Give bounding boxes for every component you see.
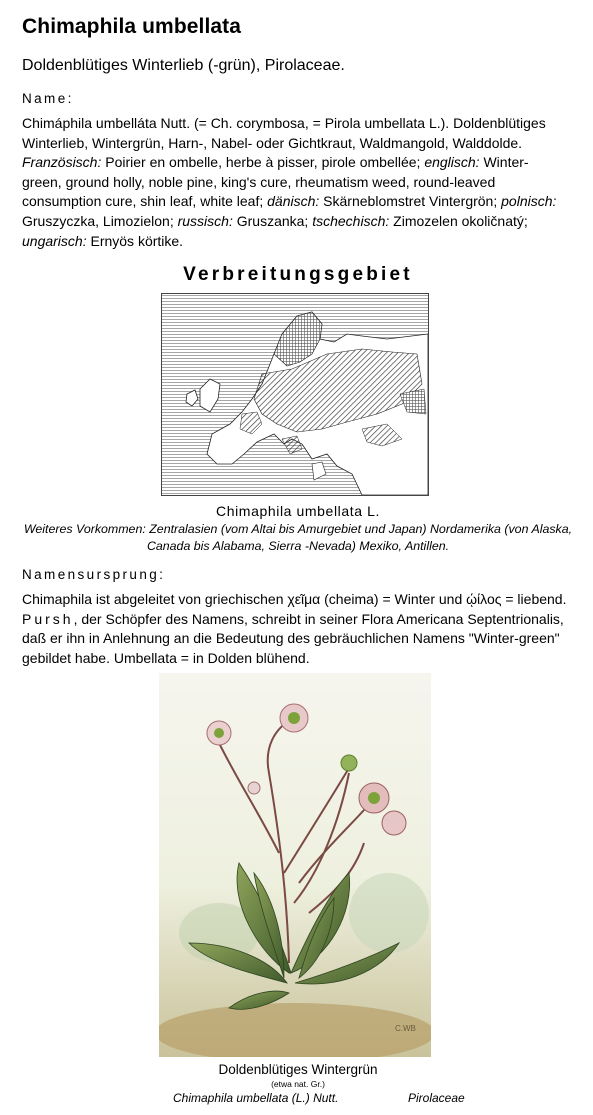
artist-signature: C.WB <box>395 1024 416 1033</box>
distribution-heading: Verbreitungsgebiet <box>183 264 413 285</box>
origin-section-label: Namensursprung: <box>22 567 166 582</box>
name-section-label: Name: <box>22 91 74 106</box>
distribution-map <box>161 293 429 496</box>
danish-names: Skärneblomstret Vintergrön; <box>319 193 502 210</box>
author-name: Pursh <box>22 610 74 627</box>
plate-family: Pirolaceae <box>408 1091 465 1105</box>
page-subtitle: Doldenblütiges Winterlieb (-grün), Pirolaceae. <box>22 57 345 74</box>
french-names: Poirier en ombelle, herbe à pisser, pirole ombellée; <box>101 154 425 171</box>
name-section-text <box>22 114 568 251</box>
name-paragraph: Chimáphila umbelláta Nutt. (= Ch. corymbosa, = Pirola umbellata L.). Doldenblütiges Winterlieb, Wintergrün, Harn-, Nabel- oder Gichtkraut, Waldmangold, Walddolde. <box>22 115 546 151</box>
plant-illustration <box>159 673 431 1057</box>
danish-label: dänisch: <box>267 193 320 210</box>
origin-text-a: Chimaphila ist abgeleitet von griechischen χεῖμα (cheima) = Winter und ῴίλος = liebend. <box>22 591 567 607</box>
english-names: Winter-green, ground holly, noble pine, king's cure, rheumatism weed, round-leaved consumption cure, shin leaf, white leaf; <box>22 154 529 210</box>
czech-label: tschechisch: <box>312 212 390 229</box>
hungarian-label: ungarisch: <box>22 232 87 249</box>
plate-caption: Doldenblütiges Wintergrün <box>218 1062 378 1077</box>
plate-size-note: (etwa nat. Gr.) <box>271 1079 325 1089</box>
russian-names: Gruszanka; <box>232 212 313 229</box>
page-title: Chimaphila umbellata <box>22 15 242 38</box>
origin-section-text <box>22 590 568 668</box>
french-label: Französisch: <box>22 154 102 171</box>
distribution-note: Weiteres Vorkommen: Zentralasien (vom Altai bis Amurgebiet und Japan) Nordamerika (von Alaska, Canada bis Alabama, Sierra -Nevada) Mexiko, Antillen. <box>23 522 573 553</box>
english-label: englisch: <box>424 154 480 171</box>
polish-names: Gruszyczka, Limozielon; <box>22 212 178 229</box>
origin-text-b: , der Schöpfer des Namens, schreibt in seiner Flora Americana Septentrionalis, daß er ihn in Anlehnung an die Bedeutung des gebräuchlichen Namens "Winter-green" gebildet habe. Umbellata = in Dolden blühend. <box>22 610 564 666</box>
wintergreen-plant-illustration <box>159 673 431 1057</box>
russian-label: russisch: <box>177 212 233 229</box>
hungarian-names: Ernyös körtike. <box>86 232 184 249</box>
plate-botanical-name: Chimaphila umbellata (L.) Nutt. <box>173 1091 339 1105</box>
map-caption: Chimaphila umbellata L. <box>216 503 380 519</box>
polish-label: polnisch: <box>501 193 557 210</box>
czech-names: Zimozelen okoličnatý; <box>389 212 528 229</box>
europe-map-illustration <box>162 294 428 495</box>
